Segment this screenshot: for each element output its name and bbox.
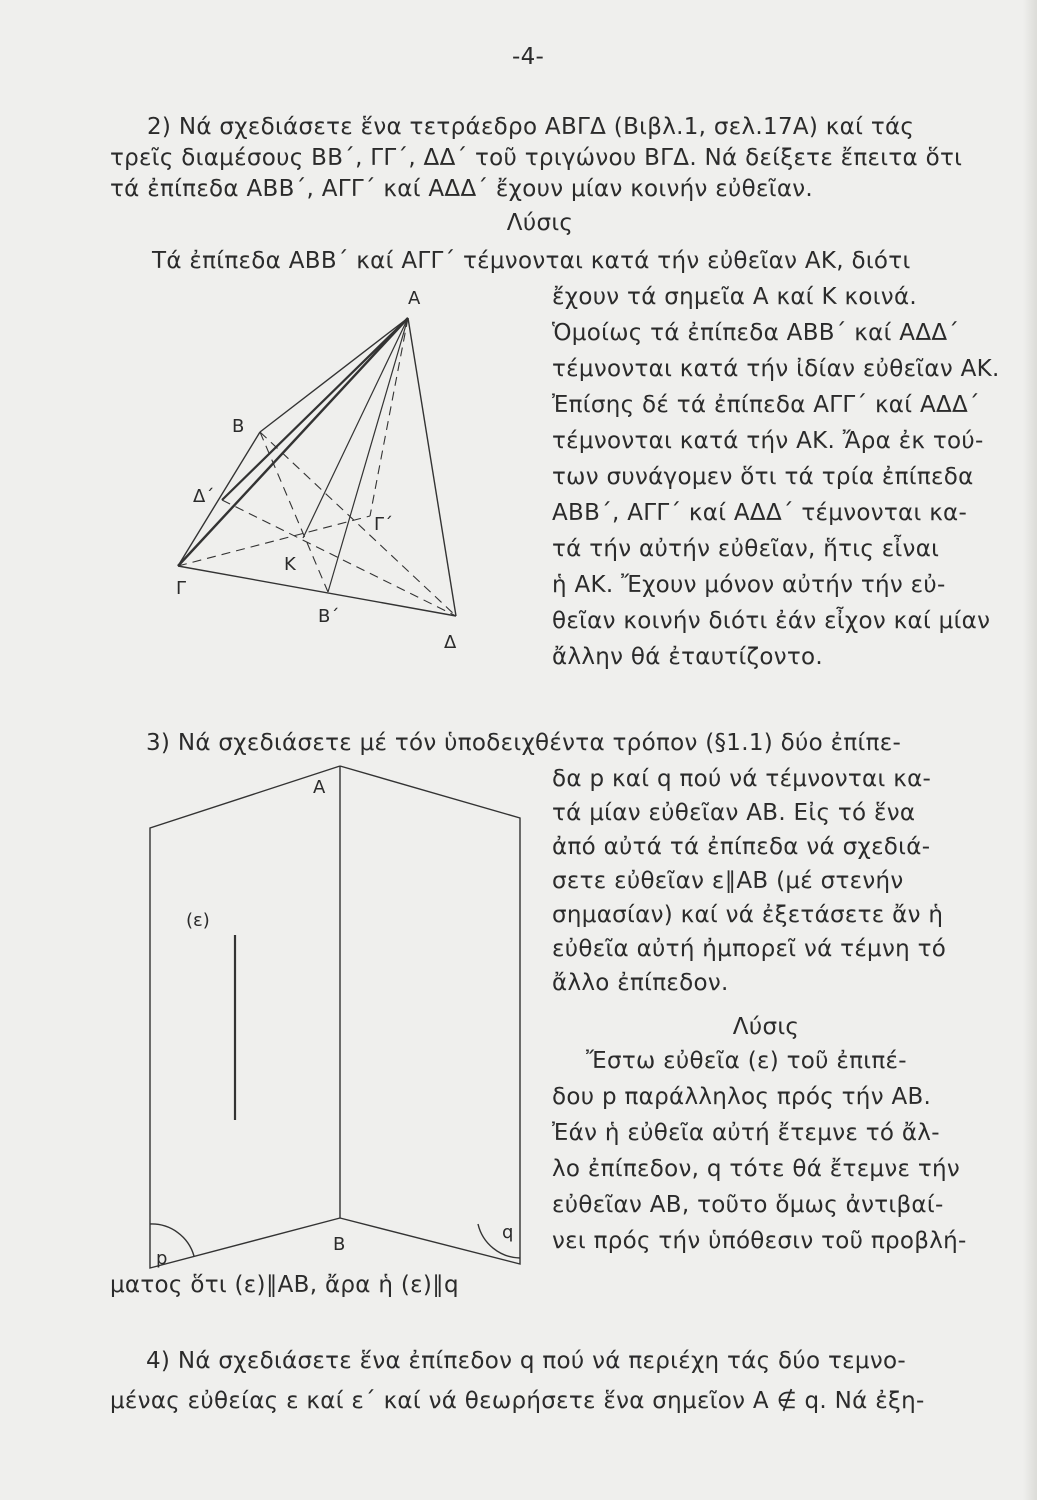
problem2-solution-line-0: Τά ἐπίπεδα ΑΒΒ΄ καί ΑΓΓ΄ τέμνονται κατά τήν εὐθεῖαν ΑΚ, διότι: [152, 248, 911, 274]
angle-arc-q: [478, 1224, 520, 1258]
label-q: q: [502, 1222, 514, 1243]
label-A-plane: Α: [313, 777, 326, 798]
page-number: -4-: [512, 44, 545, 70]
problem3-line-1: δα p καί q πού νά τέμνονται κα-: [552, 766, 932, 792]
problem2-solution-line-11: ἄλλην θά ἐταυτίζοντο.: [552, 644, 824, 670]
problem2-line-1: 2) Νά σχεδιάσετε ἕνα τετράεδρο ΑΒΓΔ (Βιβλ.1, σελ.17Α) καί τάς: [147, 114, 915, 140]
label-Bp: Β΄: [318, 606, 340, 627]
problem3-last-line: ματος ὅτι (ε)∥ΑΒ, ἄρα ἡ (ε)∥q: [110, 1272, 459, 1298]
problem3-solution-line-6: νει πρός τήν ὑπόθεσιν τοῦ προβλή-: [552, 1228, 967, 1254]
problem3-solution-line-3: Ἐάν ἡ εὐθεῖα αὐτή ἔτεμνε τό ἄλ-: [552, 1120, 940, 1146]
problem2-line-2: τρεῖς διαμέσους ΒΒ΄, ΓΓ΄, ΔΔ΄ τοῦ τριγώνου ΒΓΔ. Νά δείξετε ἔπειτα ὅτι: [110, 145, 963, 171]
label-G: Γ: [176, 578, 187, 599]
problem3-solution-title: Λύσις: [732, 1014, 800, 1040]
problem4-line-1: 4) Νά σχεδιάσετε ἕνα ἐπίπεδον q πού νά περιέχη τάς δύο τεμνο-: [146, 1348, 906, 1374]
label-D: Δ: [444, 632, 457, 653]
problem2-solution-line-6: των συνάγομεν ὅτι τά τρία ἐπίπεδα: [552, 464, 974, 490]
problem2-solution-line-8: τά τήν αὐτήν εὐθεῖαν, ἥτις εἶναι: [552, 536, 940, 562]
problem3-line-7: ἄλλο ἐπίπεδον.: [552, 970, 729, 996]
problem3-solution-line-1: Ἔστω εὐθεῖα (ε) τοῦ ἐπιπέ-: [586, 1048, 907, 1074]
problem2-solution-line-3: τέμνονται κατά τήν ἰδίαν εὐθεῖαν ΑΚ.: [552, 356, 1000, 382]
problem2-solution-line-4: Ἐπίσης δέ τά ἐπίπεδα ΑΓΓ΄ καί ΑΔΔ΄: [552, 392, 980, 418]
problem3-solution-line-2: δου p παράλληλος πρός τήν ΑΒ.: [552, 1084, 932, 1110]
problem2-solution-line-7: ΑΒΒ΄, ΑΓΓ΄ καί ΑΔΔ΄ τέμνονται κα-: [552, 500, 968, 526]
problem3-line-4: σετε εὐθεῖαν ε∥ΑΒ (μέ στενήν: [552, 868, 904, 894]
problem2-solution-title: Λύσις: [506, 210, 574, 236]
label-Dp: Δ΄: [193, 486, 215, 507]
label-B: Β: [232, 416, 245, 437]
problem3-line-2: τά μίαν εὐθεῖαν ΑΒ. Εἰς τό ἕνα: [552, 800, 916, 826]
plane-q-outline: [340, 766, 520, 1264]
problem2-solution-line-10: θεῖαν κοινήν διότι ἐάν εἶχον καί μίαν: [552, 608, 991, 634]
problem2-solution-line-1: ἔχουν τά σημεῖα Α καί Κ κοινά.: [552, 284, 918, 310]
problem2-line-3: τά ἐπίπεδα ΑΒΒ΄, ΑΓΓ΄ καί ΑΔΔ΄ ἔχουν μίαν κοινήν εὐθεῖαν.: [110, 176, 814, 202]
label-e: (ε): [186, 910, 210, 931]
problem3-line-0: 3) Νά σχεδιάσετε μέ τόν ὑποδειχθέντα τρόπον (§1.1) δύο ἐπίπε-: [146, 730, 902, 756]
label-A: Α: [408, 288, 421, 309]
problem3-line-5: σημασίαν) καί νά ἐξετάσετε ἄν ἡ: [552, 902, 944, 928]
problem2-solution-line-5: τέμνονται κατά τήν ΑΚ. Ἄρα ἐκ τού-: [552, 428, 984, 454]
problem3-solution-line-5: εὐθεῖαν ΑΒ, τοῦτο ὅμως ἀντιβαί-: [552, 1192, 944, 1218]
plane-p-outline: [150, 766, 340, 1268]
problem2-solution-line-9: ἡ ΑΚ. Ἔχουν μόνον αὐτήν τήν εὐ-: [552, 572, 946, 598]
problem3-line-3: ἀπό αὐτά τά ἐπίπεδα νά σχεδιά-: [552, 834, 931, 860]
problem2-solution-line-2: Ὁμοίως τά ἐπίπεδα ΑΒΒ΄ καί ΑΔΔ΄: [552, 320, 960, 346]
problem3-solution-line-4: λο ἐπίπεδον, q τότε θά ἔτεμνε τήν: [552, 1156, 961, 1182]
problem4-line-2: μένας εὐθείας ε καί ε΄ καί νά θεωρήσετε ἕνα σημεῖον Α ∉ q. Νά ἐξη-: [110, 1388, 925, 1414]
problem3-line-6: εὐθεῖα αὐτή ἠμπορεῖ νά τέμνη τό: [552, 936, 947, 962]
label-B-plane: Β: [333, 1234, 346, 1255]
label-Gp: Γ΄: [374, 514, 394, 535]
label-K: Κ: [284, 554, 296, 575]
label-p: p: [156, 1248, 168, 1269]
